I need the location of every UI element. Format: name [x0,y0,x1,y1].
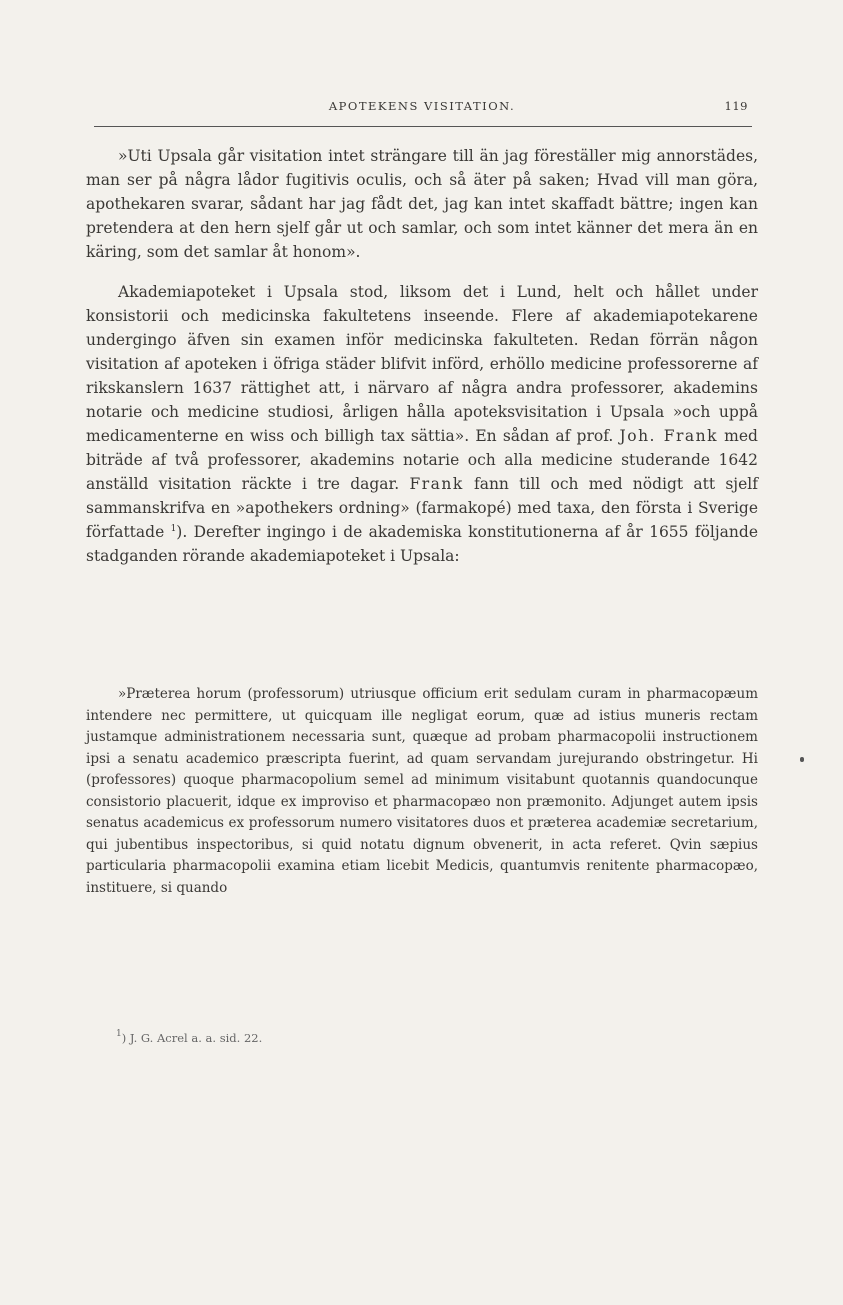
latin-quote-text: »Præterea horum (professorum) utriusque officium erit sedulam curam in pharmacopæum intendere nec permittere, ut quicquam ille negligat eorum, quæ ad istius muneris rectam justamque administrationem necessaria sunt, quæque ad probam pharmacopolii instructionem ipsi a senatu academico præscripta fuerint, ad quam servandam jurejurando obstringetur. Hi (professores) quoque pharmacopolium semel ad minimum visitabunt quotannis quandocunque consistorio placuerit, idque ex improviso et pharmacopæo non præmonito. Adjunget autem ipsis senatus academicus ex professorum numero visitatores duos et præterea academiæ secretarium, qui jubentibus inspectoribus, si quid notatu dignum obvenerit, in acta referet. Qvin sæpius particularia pharmacopolii examina etiam licebit Medicis, quantumvis renitente pharmacopæo, instituere, si quando [86,686,758,896]
paragraph-text: ). Derefter ingingo i de akademiska konstitutionerna af år 1655 följande stadganden rörande akademiapoteket i Upsala: [86,523,758,565]
paragraph-akademiapoteket [86,280,758,568]
paragraph-text: fann till och med nödigt att sjelf sammanskrifva en »apothekers ordning» (farmakopé) med taxa, den första i Sverige författade [86,475,758,541]
header-rule [94,126,752,127]
person-name: Joh. Frank [619,427,718,445]
latin-quotation [86,684,758,899]
margin-dot [800,757,804,762]
paragraph-text: med biträde af två professorer, akademins notarie och alla medicine studerande 1642 anställd visitation räckte i tre dagar. [86,427,758,493]
footnote-marker: 1 [116,1029,122,1039]
paragraph-text: Akademiapoteket i Upsala stod, liksom det i Lund, helt och hållet under konsistorii och medicinska fakultetens inseende. Flere af akademiapotekarene undergingo äfven sin examen inför medicinska fakulteten. Redan förrän någon visitation af apoteken i öfriga städer blifvit införd, erhöllo medicine professorerne af rikskanslern 1637 rättighet att, i närvaro af några andra professorer, akademins notarie och medicine studiosi, årligen hålla apoteksvisitation i Upsala »och uppå medicamenterne en wiss och billigh tax sättia». En sådan af prof. [86,283,758,445]
person-name: Frank [409,475,464,493]
running-title: APOTEKENS VISITATION. [328,99,516,113]
footnote [116,1030,262,1046]
body-text [86,144,758,568]
paragraph-quote-swedish: »Uti Upsala går visitation intet strängare till än jag föreställer mig annorstädes, man ser på några lådor fugitivis oculis, och så äter på saken; Hvad vill man göra, apothekaren svarar, sådant har jag fådt det, jag kan intet skaffadt bättre; ingen kan pretendera at den hern sjelf går ut och samlar, och som intet känner det mera än en käring, som det samlar åt honom». [86,147,758,261]
footnote-reference: 1 [170,524,177,534]
footnote-text: ) J. G. Acrel a. a. sid. 22. [121,1031,263,1045]
running-head [86,99,758,117]
page-number: 119 [724,99,748,113]
